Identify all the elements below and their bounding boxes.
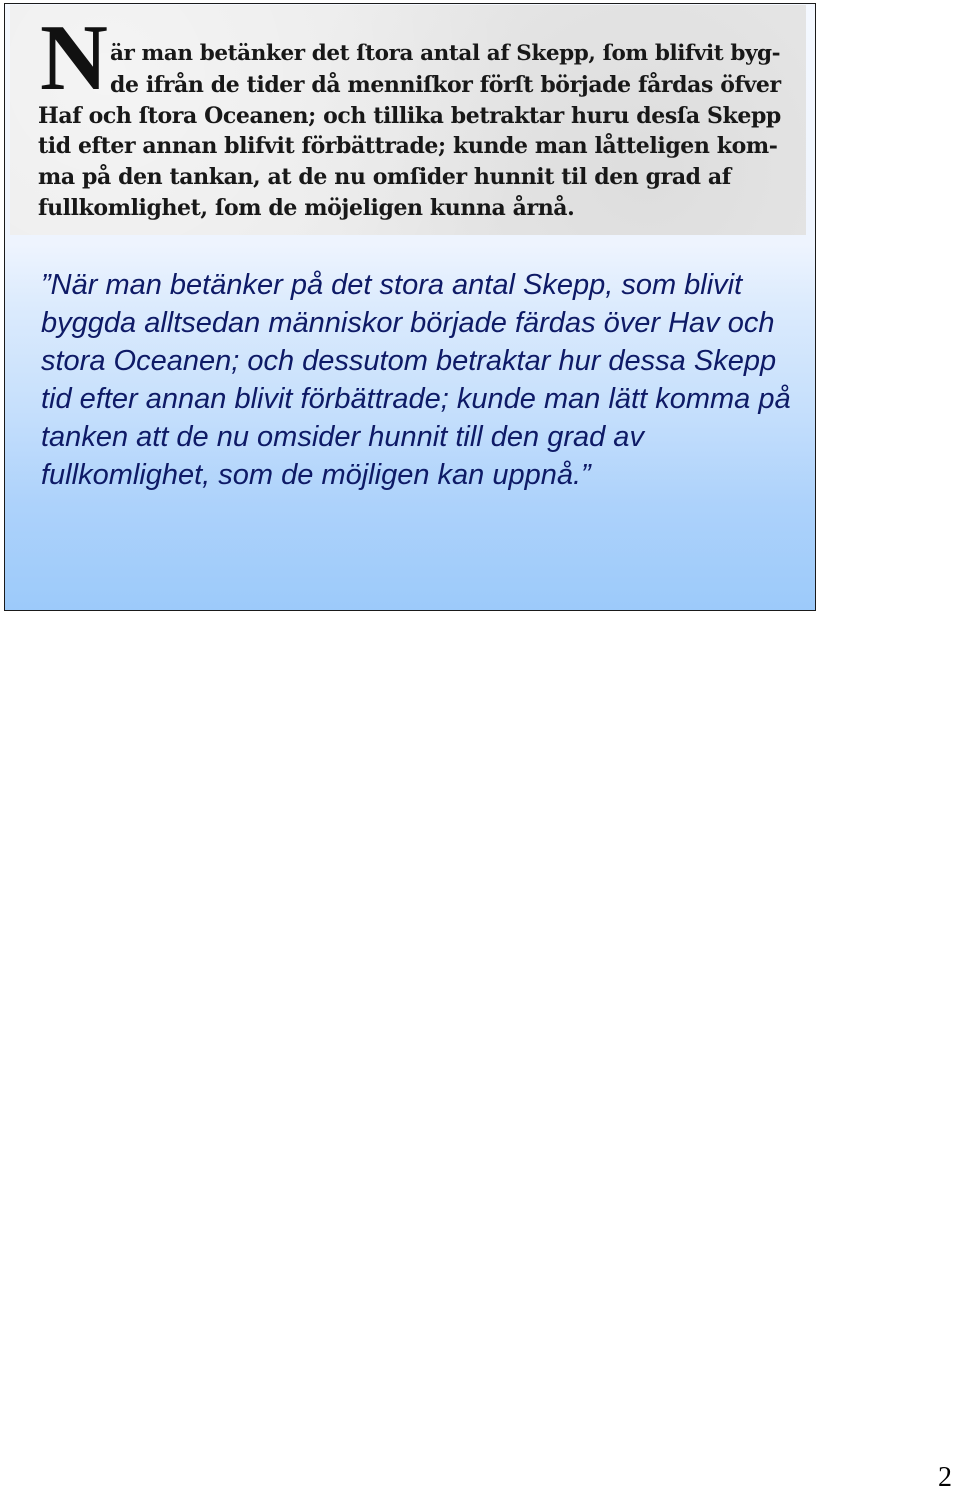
original-text-scan [10, 5, 806, 235]
original-line-6: fullkomlighet, ſom de möjeligen kunna årnå. [38, 195, 575, 221]
original-line-3: Haf och ſtora Oceanen; och tillika betraktar huru desſa Skepp [38, 103, 781, 129]
page-number: 2 [938, 1462, 952, 1493]
original-line-4: tid efter annan blifvit förbättrade; kunde man låtteligen kom- [38, 133, 778, 159]
original-line-5: ma på den tankan, at de nu omſider hunnit til den grad af [38, 164, 731, 190]
original-line-1: är man betänker det ſtora antal af Skepp, ſom blifvit byg- [110, 41, 781, 66]
modern-translation-quote: ”När man betänker på det stora antal Skepp, som blivit byggda alltsedan människor började färdas över Hav och stora Oceanen; och dessutom betraktar hur dessa Skepp tid efter annan blivit förbättrade; kunde man lätt komma på tanken att de nu omsider hunnit till den grad av fullkomlighet, som de möjligen kan uppnå.” [41, 269, 791, 491]
original-line-2: de ifrån de tider då menniſkor förſt började fårdas öfver [110, 72, 781, 98]
slide [4, 3, 816, 611]
drop-cap-letter: N [40, 6, 108, 110]
